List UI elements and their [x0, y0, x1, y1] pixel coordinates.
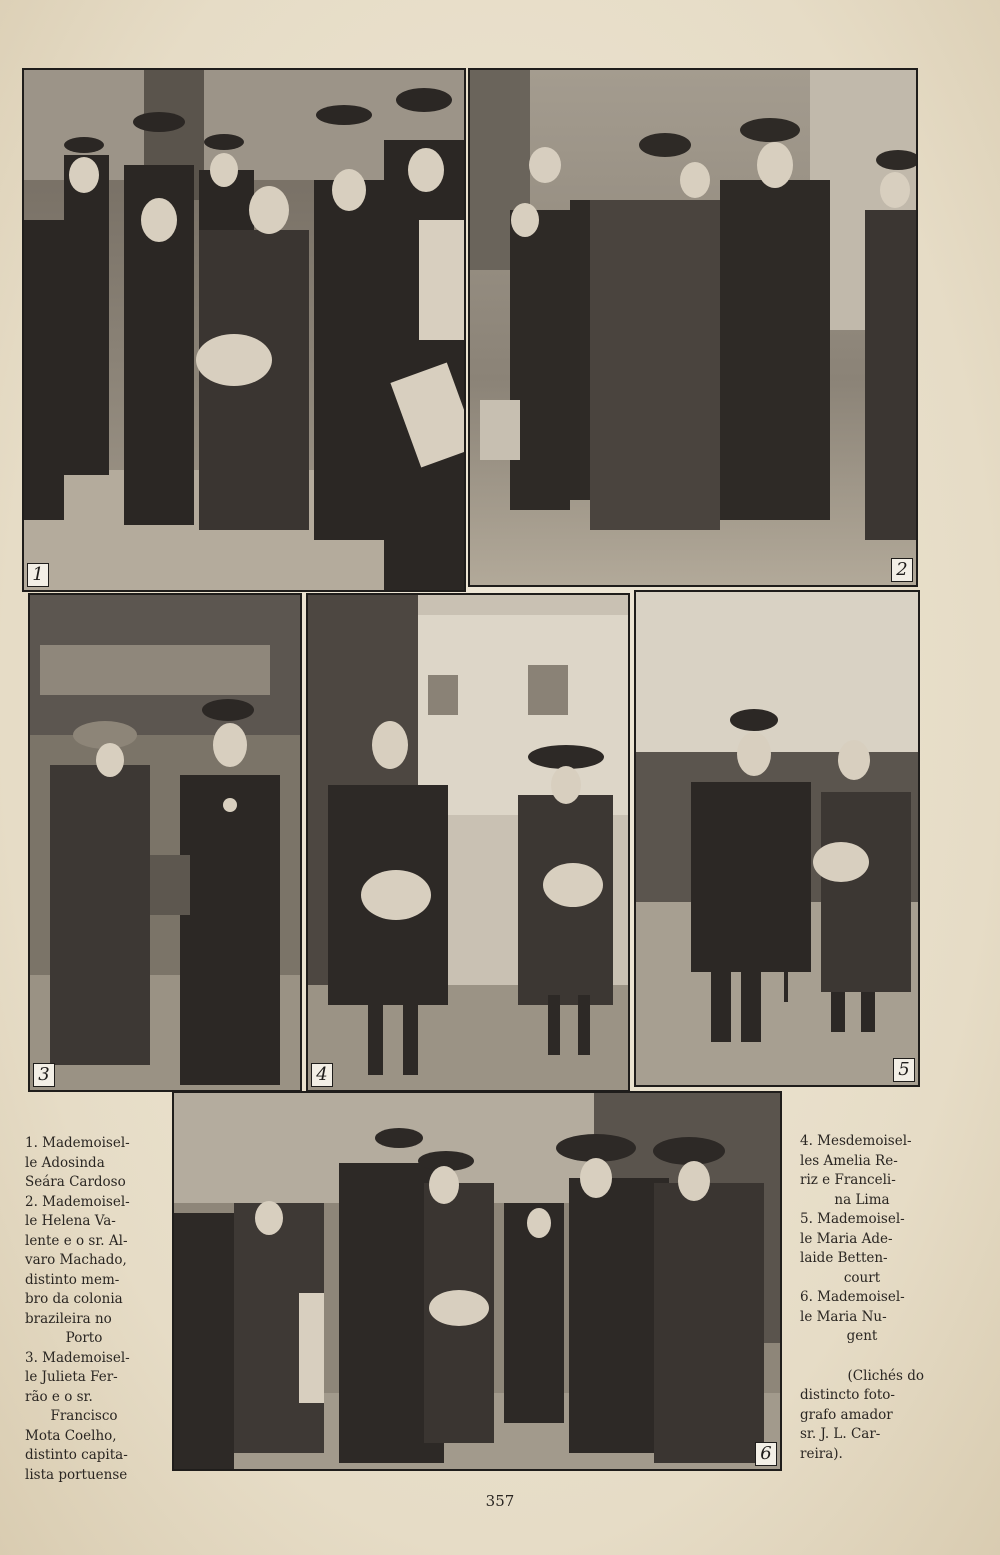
credit-line: distincto foto-	[800, 1387, 895, 1403]
caption-line: na Lima	[834, 1191, 890, 1208]
photo-1-number: 1	[27, 563, 49, 587]
photo-4	[306, 593, 630, 1092]
photo-3	[28, 593, 302, 1092]
caption-line: court	[843, 1269, 881, 1286]
photo-2-number: 2	[891, 558, 913, 582]
photo-6-number: 6	[755, 1442, 777, 1466]
credit-line: (Clichés do	[847, 1367, 924, 1384]
caption-line: varo Machado,	[25, 1252, 127, 1268]
photo-2	[468, 68, 918, 587]
photo-3-image	[30, 595, 300, 1090]
caption-line: le Maria Ade-	[800, 1230, 893, 1247]
photo-credit	[800, 1367, 924, 1465]
caption-line: Francisco	[50, 1408, 118, 1424]
caption-line: brazileira no	[25, 1310, 112, 1327]
caption-line: le Maria Nu-	[800, 1308, 887, 1325]
caption-right	[800, 1132, 924, 1464]
caption-line: distinto mem-	[25, 1271, 120, 1288]
caption-line: Mota Coelho,	[25, 1427, 117, 1444]
photo-6	[172, 1091, 782, 1471]
photo-1-image	[24, 70, 464, 590]
caption-left	[25, 1134, 143, 1485]
caption-line: le Adosinda	[25, 1154, 105, 1171]
caption-line: les Amelia Re-	[800, 1152, 898, 1169]
caption-line: 4. Mesdemoisel-	[800, 1133, 912, 1149]
caption-line: le Julieta Fer-	[25, 1369, 118, 1385]
caption-line: 5. Mademoisel-	[800, 1211, 905, 1227]
caption-line: gent	[846, 1328, 878, 1344]
photo-2-image	[470, 70, 916, 585]
photo-4-number: 4	[311, 1063, 333, 1087]
photo-3-number: 3	[33, 1063, 55, 1087]
caption-line: le Helena Va-	[25, 1213, 116, 1229]
credit-line: sr. J. L. Car-	[800, 1426, 881, 1442]
caption-line: lista portuense	[25, 1466, 128, 1483]
caption-line: laide Betten-	[800, 1250, 888, 1266]
photo-1	[22, 68, 466, 592]
caption-line: 3. Mademoisel-	[25, 1349, 130, 1366]
photo-6-image	[174, 1093, 780, 1469]
credit-line: reira).	[800, 1445, 843, 1462]
photo-5-number: 5	[893, 1058, 915, 1082]
caption-line: Porto	[65, 1330, 103, 1346]
caption-line: 1. Mademoisel-	[25, 1135, 130, 1151]
caption-line: rão e o sr.	[25, 1388, 93, 1405]
credit-line: grafo amador	[800, 1406, 893, 1423]
caption-line: 6. Mademoisel-	[800, 1289, 905, 1305]
caption-line: lente e o sr. Al-	[25, 1232, 128, 1249]
caption-line: 2. Mademoisel-	[25, 1193, 130, 1210]
photo-5-image	[636, 592, 918, 1085]
caption-line: bro da colonia	[25, 1291, 123, 1307]
photo-4-image	[308, 595, 628, 1090]
caption-line: Seára Cardoso	[25, 1174, 126, 1190]
photo-5	[634, 590, 920, 1087]
caption-line: distinto capita-	[25, 1447, 128, 1463]
caption-line: riz e Franceli-	[800, 1172, 896, 1188]
page-number: 357	[485, 1492, 515, 1510]
